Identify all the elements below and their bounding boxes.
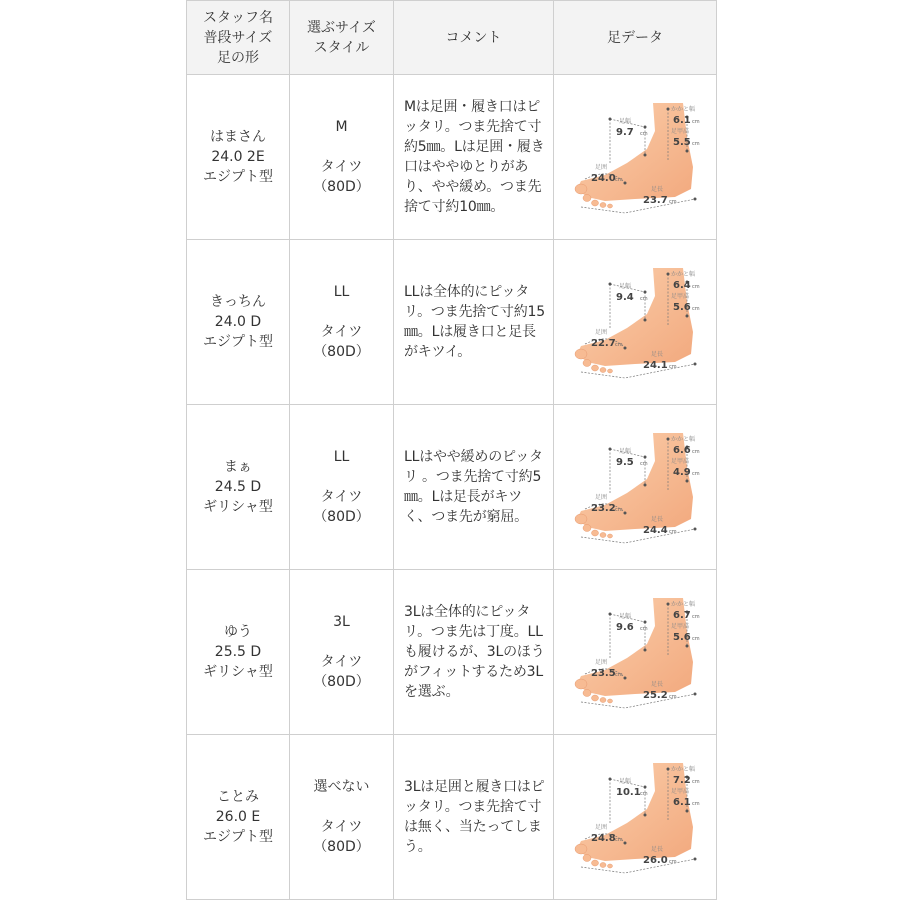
foot-height-label: 足甲高 <box>671 458 690 465</box>
style-denier: （80D） <box>313 179 370 195</box>
foot-data-cell <box>554 240 717 405</box>
girth-label: 足囲 <box>595 164 608 171</box>
width-value: 10.1 <box>616 787 641 798</box>
length-unit: cm <box>669 199 677 205</box>
heel-width-value: 7.2 <box>673 775 691 786</box>
width-value: 9.4 <box>616 292 634 303</box>
foot-height-value: 4.9 <box>673 467 691 478</box>
foot-height-value: 5.5 <box>673 137 691 148</box>
length-label: 足長 <box>651 351 664 358</box>
girth-unit: cm <box>615 837 623 843</box>
length-value: 26.0 <box>643 855 668 866</box>
header-foot-shape: 足の形 <box>217 49 259 66</box>
size-comparison-table <box>186 0 717 900</box>
foot-height-unit: cm <box>692 801 700 807</box>
heel-width-value: 6.1 <box>673 115 691 126</box>
style-name: タイツ <box>320 654 363 670</box>
length-label: 足長 <box>651 186 664 193</box>
foot-data-cell <box>554 75 717 240</box>
width-label: 足幅 <box>619 283 632 290</box>
chosen-size: M <box>335 119 348 135</box>
style-name: タイツ <box>320 324 363 340</box>
foot-shape: エジプト型 <box>203 829 273 845</box>
size-cell <box>290 405 394 570</box>
heel-width-label: かかと幅 <box>671 436 696 443</box>
heel-width-value: 6.6 <box>673 445 691 456</box>
girth-unit: cm <box>615 507 623 513</box>
foot-diagram <box>565 757 705 877</box>
foot-height-unit: cm <box>692 471 700 477</box>
length-unit: cm <box>669 694 677 700</box>
length-value: 24.4 <box>643 525 668 536</box>
foot-diagram <box>565 427 705 547</box>
girth-label: 足囲 <box>595 329 608 336</box>
girth-unit: cm <box>615 177 623 183</box>
foot-data-cell <box>554 570 717 735</box>
length-label: 足長 <box>651 516 664 523</box>
heel-width-unit: cm <box>692 779 700 785</box>
header-size <box>290 1 394 75</box>
header-chosen-size: 選ぶサイズ <box>307 19 376 36</box>
foot-data-cell <box>554 735 717 900</box>
foot-shape: エジプト型 <box>203 334 273 350</box>
foot-height-label: 足甲高 <box>671 623 690 630</box>
width-label: 足幅 <box>619 448 632 455</box>
table-row <box>187 240 717 405</box>
table-row <box>187 570 717 735</box>
width-unit: cm <box>640 131 648 137</box>
header-row <box>187 1 717 75</box>
style-denier: （80D） <box>313 839 370 855</box>
foot-height-label: 足甲高 <box>671 788 690 795</box>
table-row <box>187 735 717 900</box>
heel-width-label: かかと幅 <box>671 766 696 773</box>
style-name: タイツ <box>320 819 363 835</box>
header-style: スタイル <box>313 39 370 56</box>
foot-height-label: 足甲高 <box>671 128 690 135</box>
comment-cell: 3Lは足囲と履き口はピッタリ。つま先捨て寸は無く、当たってしまう。 <box>394 735 554 900</box>
staff-name: まぁ <box>224 459 252 475</box>
staff-name: ゆう <box>224 624 252 640</box>
foot-height-label: 足甲高 <box>671 293 690 300</box>
foot-shape: ギリシャ型 <box>203 664 273 680</box>
length-value: 25.2 <box>643 690 668 701</box>
length-unit: cm <box>669 529 677 535</box>
staff-name: はまさん <box>210 129 266 145</box>
usual-size: 26.0 E <box>215 809 261 825</box>
heel-width-label: かかと幅 <box>671 271 696 278</box>
style-denier: （80D） <box>313 509 370 525</box>
heel-width-value: 6.4 <box>673 280 691 291</box>
length-value: 23.7 <box>643 195 668 206</box>
usual-size: 24.0 2E <box>211 149 265 165</box>
comment-cell: Mは足囲・履き口はピッタリ。つま先捨て寸約5㎜。Lは足囲・履き口はややゆとりがあり、やや緩め。つま先捨て寸約10㎜。 <box>394 75 554 240</box>
girth-label: 足囲 <box>595 659 608 666</box>
heel-width-value: 6.7 <box>673 610 691 621</box>
style-name: タイツ <box>320 489 363 505</box>
girth-unit: cm <box>615 672 623 678</box>
header-usual-size: 普段サイズ <box>203 29 273 46</box>
girth-label: 足囲 <box>595 494 608 501</box>
staff-cell <box>187 240 290 405</box>
foot-diagram <box>565 262 705 382</box>
heel-width-label: かかと幅 <box>671 601 696 608</box>
usual-size: 25.5 D <box>214 644 262 660</box>
chosen-size: LL <box>333 284 350 300</box>
staff-cell <box>187 735 290 900</box>
foot-height-unit: cm <box>692 306 700 312</box>
foot-height-value: 5.6 <box>673 302 691 313</box>
length-unit: cm <box>669 859 677 865</box>
girth-value: 24.8 <box>591 833 616 844</box>
size-cell <box>290 75 394 240</box>
width-label: 足幅 <box>619 118 632 125</box>
girth-value: 22.7 <box>591 338 616 349</box>
staff-name: ことみ <box>217 789 259 805</box>
style-denier: （80D） <box>313 344 370 360</box>
girth-label: 足囲 <box>595 824 608 831</box>
header-staff <box>187 1 290 75</box>
size-cell <box>290 240 394 405</box>
heel-width-unit: cm <box>692 449 700 455</box>
length-value: 24.1 <box>643 360 668 371</box>
staff-cell <box>187 405 290 570</box>
heel-width-unit: cm <box>692 284 700 290</box>
width-value: 9.6 <box>616 622 634 633</box>
comment-cell: LLはやや緩めのピッタリ 。つま先捨て寸約5㎜。Lは足長がキツく、つま先が窮屈。 <box>394 405 554 570</box>
style-denier: （80D） <box>313 674 370 690</box>
foot-diagram <box>565 592 705 712</box>
foot-height-value: 6.1 <box>673 797 691 808</box>
table-row <box>187 405 717 570</box>
chosen-size: LL <box>333 449 350 465</box>
girth-value: 23.5 <box>591 668 616 679</box>
usual-size: 24.5 D <box>214 479 262 495</box>
foot-height-unit: cm <box>692 141 700 147</box>
style-name: タイツ <box>320 159 363 175</box>
width-label: 足幅 <box>619 613 632 620</box>
foot-shape: エジプト型 <box>203 169 273 185</box>
foot-shape: ギリシャ型 <box>203 499 273 515</box>
width-value: 9.7 <box>616 127 634 138</box>
table-row <box>187 75 717 240</box>
staff-cell <box>187 75 290 240</box>
comment-cell: LLは全体的にピッタリ。つま先捨て寸約15㎜。Lは履き口と足長がキツイ。 <box>394 240 554 405</box>
length-label: 足長 <box>651 846 664 853</box>
foot-height-unit: cm <box>692 636 700 642</box>
chosen-size: 選べない <box>313 779 370 795</box>
foot-height-value: 5.6 <box>673 632 691 643</box>
length-unit: cm <box>669 364 677 370</box>
width-unit: cm <box>640 296 648 302</box>
usual-size: 24.0 D <box>214 314 262 330</box>
size-cell <box>290 570 394 735</box>
heel-width-unit: cm <box>692 614 700 620</box>
girth-value: 23.2 <box>591 503 616 514</box>
foot-data-cell <box>554 405 717 570</box>
staff-cell <box>187 570 290 735</box>
width-label: 足幅 <box>619 778 632 785</box>
width-unit: cm <box>640 626 648 632</box>
width-unit: cm <box>640 791 648 797</box>
heel-width-label: かかと幅 <box>671 106 696 113</box>
foot-diagram <box>565 97 705 217</box>
staff-name: きっちん <box>210 294 266 310</box>
header-staff-name: スタッフ名 <box>203 9 273 26</box>
width-value: 9.5 <box>616 457 634 468</box>
width-unit: cm <box>640 461 648 467</box>
comment-cell: 3Lは全体的にピッタリ。つま先は丁度。LLも履けるが、3Lのほうがフィットするため3Lを選ぶ。 <box>394 570 554 735</box>
girth-value: 24.0 <box>591 173 616 184</box>
heel-width-unit: cm <box>692 119 700 125</box>
header-comment: コメント <box>394 1 554 75</box>
girth-unit: cm <box>615 342 623 348</box>
size-cell <box>290 735 394 900</box>
header-foot-data: 足データ <box>554 1 717 75</box>
chosen-size: 3L <box>333 614 350 630</box>
length-label: 足長 <box>651 681 664 688</box>
